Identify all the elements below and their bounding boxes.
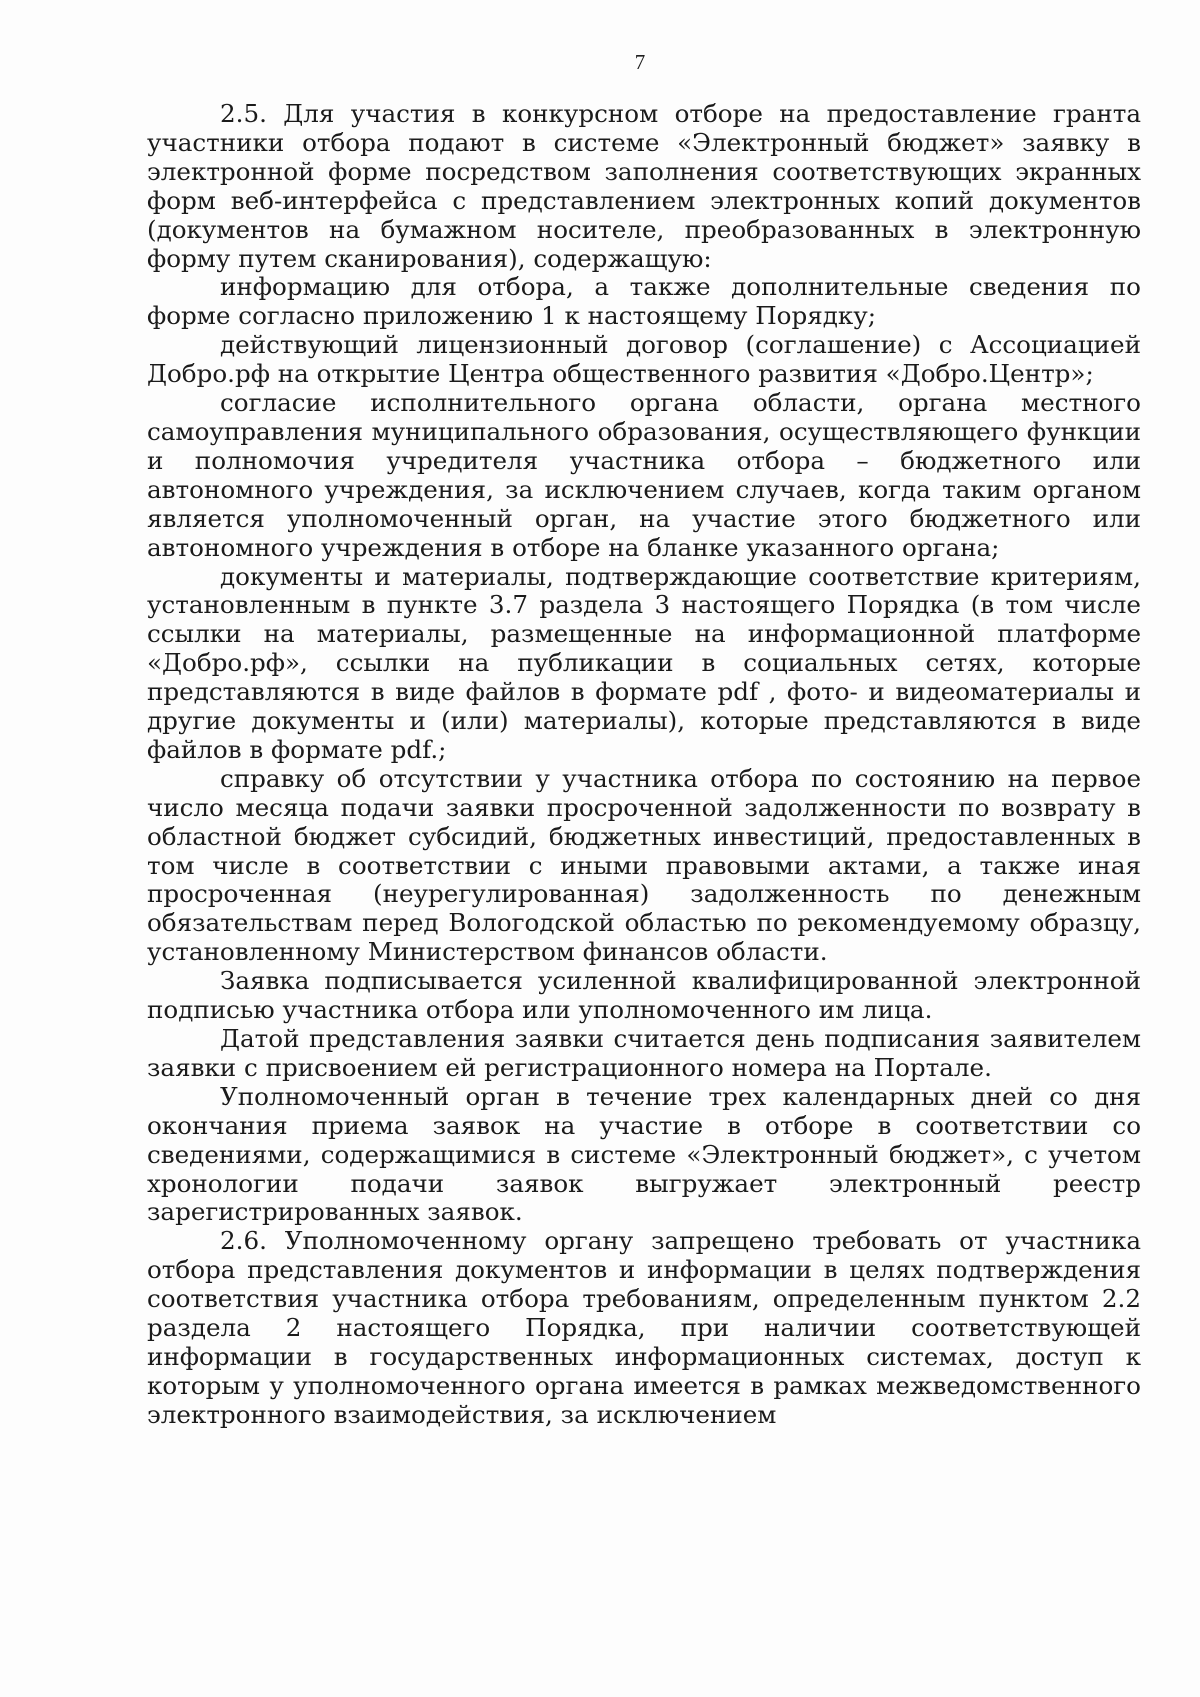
paragraph-documents-materials: документы и материалы, подтверждающие соответствие критериям, установленным в пункте 3.7 раздела 3 настоящего Порядка (в том числе ссылки на материалы, размещенные на информационной платформе «Добро.рф», ссылки на публикации в социальных сетях, которые представляются в виде файлов в формате pdf , фото- и видеоматериалы и другие документы и (или) материалы), которые представляются в виде файлов в формате pdf.; — [147, 561, 1141, 764]
paragraph-signature: Заявка подписывается усиленной квалифицированной электронной подписью участника отбора или уполномоченного им лица. — [147, 966, 1141, 1025]
paragraph-selection-info: информацию для отбора, а также дополнительные сведения по форме согласно приложению 1 к настоящему Порядку; — [147, 272, 1141, 331]
paragraph-submission-date: Датой представления заявки считается день подписания заявителем заявки с присвоением ей регистрационного номера на Портале. — [147, 1024, 1141, 1082]
paragraph-2-5: 2.5. Для участия в конкурсном отборе на предоставление гранта участники отбора подают в системе «Электронный бюджет» заявку в электронной форме посредством заполнения соответствующих экранных форм веб-интерфейса с представлением электронных копий документов (документов на бумажном носителе, преобразованных в электронную форму путем сканирования), содержащую: — [147, 99, 1141, 273]
paragraph-2-6: 2.6. Уполномоченному органу запрещено требовать от участника отбора представления документов и информации в целях подтверждения соответствия участника отбора требованиям, определенным пунктом 2.2 раздела 2 настоящего Порядка, при наличии соответствующей информации в государственных информационных системах, доступ к которым у уполномоченного органа имеется в рамках межведомственного электронного взаимодействия, за исключением — [147, 1226, 1141, 1429]
paragraph-debt-certificate: справку об отсутствии у участника отбора по состоянию на первое число месяца подачи заявки просроченной задолженности по возврату в областной бюджет субсидий, бюджетных инвестиций, предоставленных в том числе в соответствии с иными правовыми актами, а также иная просроченная (неурегулированная) задолженность по денежным обязательствам перед Вологодской областью по рекомендуемому образцу, установленному Министерством финансов области. — [147, 763, 1141, 967]
paragraph-authority-consent: согласие исполнительного органа области, органа местного самоуправления муниципального образования, осуществляющего функции и полномочия учредителя участника отбора – бюджетного или автономного учреждения, за исключением случаев, когда таким органом является уполномоченный орган, на участие этого бюджетного или автономного учреждения в отборе на бланке указанного органа; — [147, 388, 1141, 562]
paragraph-license-agreement: действующий лицензионный договор (соглашение) с Ассоциацией Добро.рф на открытие Центра общественного развития «Добро.Центр»; — [147, 330, 1141, 389]
document-body — [147, 100, 1141, 1430]
paragraph-registry-upload: Уполномоченный орган в течение трех календарных дней со дня окончания приема заявок на участие в отборе в соответствии со сведениями, содержащимися в системе «Электронный бюджет», с учетом хронологии подачи заявок выгружает электронный реестр зарегистрированных заявок. — [147, 1081, 1141, 1227]
page-number: 7 — [634, 50, 646, 74]
